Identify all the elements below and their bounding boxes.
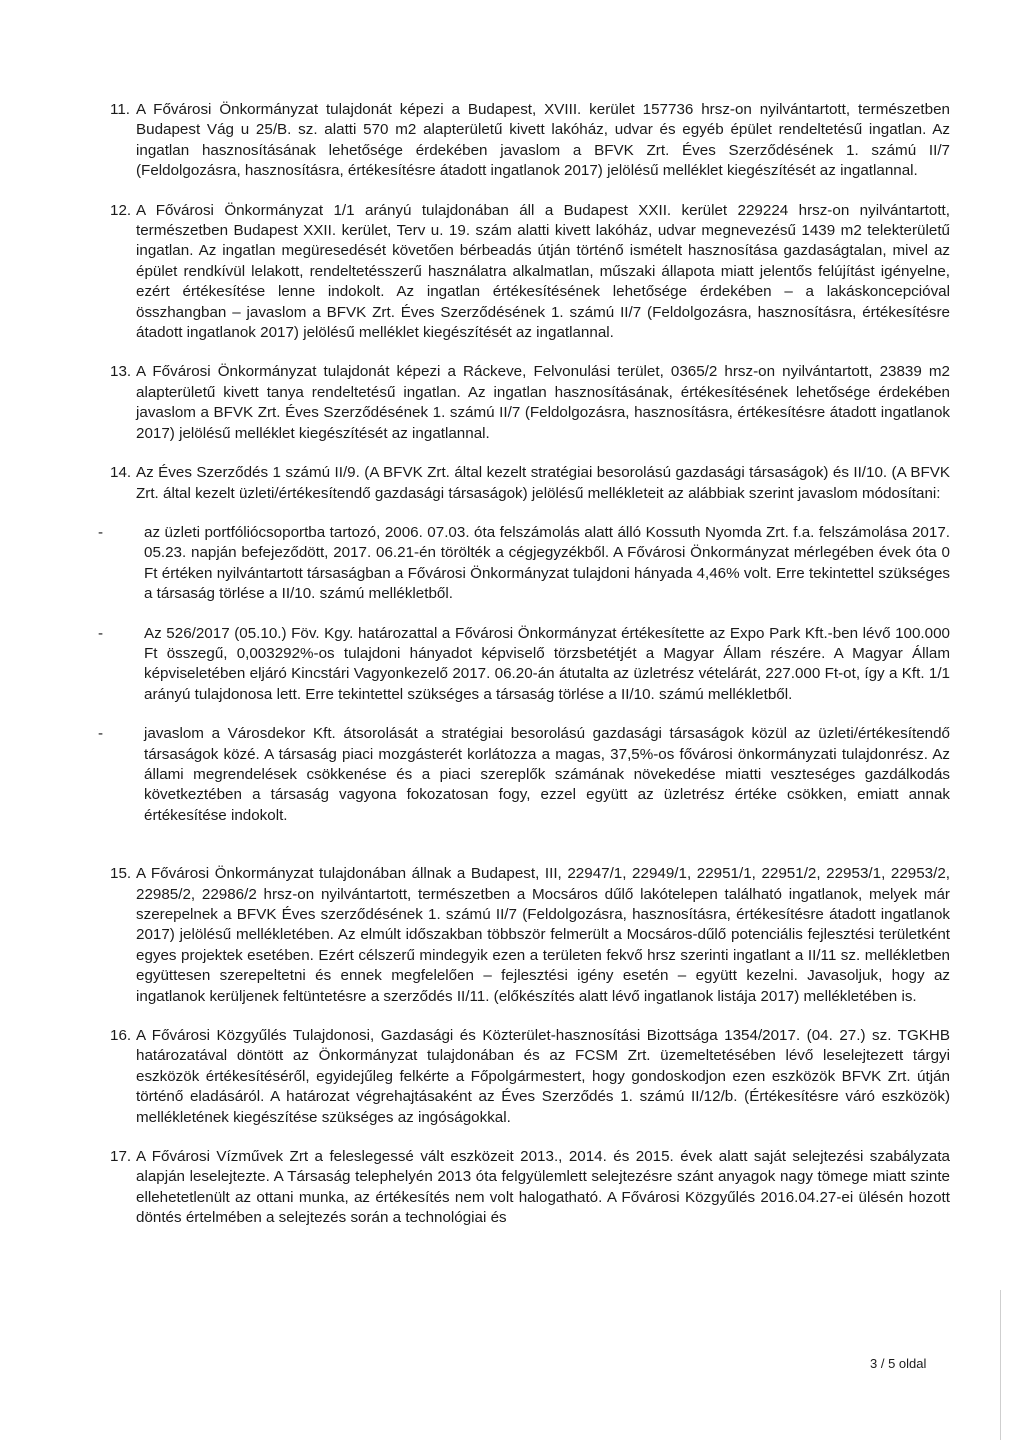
paragraph-number: 13. xyxy=(110,363,132,381)
paragraph-16 xyxy=(110,1026,950,1128)
paragraph-text: A Fővárosi Önkormányzat tulajdonában állnak a Budapest, III, 22947/1, 22949/1, 22951/1, 22951/2, 22953/1, 22953/2, 22985/2, 22986/2 hrsz-on nyilvántartott, természetben a Mocsáros dűlő lakótelepen található ingatlanok, melyek már szerepelnek a BFVK Éves szerződésének 1. számú II/7 (Feldolgozásra, hasznosításra, értékesítésre átadott ingatlanok 2017) jelölésű mellékletében. Az elmúlt időszakban többször felmerült a Mocsáros-dűlő potenciális fejlesztési területként egyes projektek esetében. Ezért célszerű mindegyik ezen a területen fekvő hrsz szerinti ingatlant a II/11 sz. mellékletben együttesen szerepeltetni és ennek megfelelően – fejlesztési igény esetén – együtt kezelni. Javasoljuk, hogy az ingatlanok kerüljenek feltüntetésre a szerződés II/11. (előkészítés alatt lévő ingatlanok listája 2017) mellékletében is. xyxy=(136,865,950,1005)
paragraph-text: A Fővárosi Önkormányzat tulajdonát képezi a Ráckeve, Felvonulási terület, 0365/2 hrsz-on nyilvántartott, 23839 m2 alapterületű kivett tanya rendeltetésű ingatlan. Az ingatlan hasznosításának, értékesítésének lehetősége érdekében javaslom a BFVK Zrt. Éves Szerződésének 1. számú II/7 (Feldolgozásra, hasznosításra, értékesítésre átadott ingatlanok 2017) jelölésű melléklet kiegészítését az ingatlannal. xyxy=(136,363,950,442)
paragraph-text: A Fővárosi Önkormányzat 1/1 arányú tulajdonában áll a Budapest XXII. kerület 229224 hrsz-on nyilvántartott, természetben Budapest XXII. kerület, Terv u. 19. szám alatti kivett lakóház, udvar megnevezésű 1439 m2 telekterületű ingatlan. Az ingatlan megüresedését követően bérbeadás útján történő ismételt hasznosítása gazdaságtalan, mivel az épület rendkívül lelakott, rendeltetésszerű használatra alkalmatlan, műszaki állapota miatt jelentős felújítást igényelne, ezért értékesítése lenne indokolt. Az ingatlan értékesítésének lehetősége érdekében – a lakáskoncepcióval összhangban – javaslom a BFVK Zrt. Éves Szerződésének 1. számú II/7 (Feldolgozásra, hasznosításra, értékesítésre átadott ingatlanok 2017) jelölésű melléklet kiegészítését az ingatlannal. xyxy=(136,201,950,342)
paragraph-number: 11. xyxy=(110,101,130,118)
bullet-dash: - xyxy=(98,725,104,743)
paragraph-14 xyxy=(110,463,950,504)
paragraph-11 xyxy=(110,100,950,182)
paragraph-15 xyxy=(110,864,950,1007)
bullet-item xyxy=(98,523,950,605)
paragraph-12 xyxy=(110,201,950,344)
document-body xyxy=(98,100,950,1229)
paragraph-text: Az Éves Szerződés 1 számú II/9. (A BFVK Zrt. által kezelt stratégiai besorolású gazdasági társaságok) és II/10. (A BFVK Zrt. által kezelt üzleti/értékesítendő gazdasági társaságok) jelölésű mellékleteit az alábbiak szerint javaslom módosítani: xyxy=(136,464,950,502)
bullet-dash: - xyxy=(98,624,104,642)
scan-edge-line xyxy=(1000,1290,1001,1440)
paragraph-number: 15. xyxy=(110,865,132,883)
page-number: 3 / 5 oldal xyxy=(870,1356,927,1371)
bullet-item xyxy=(98,624,950,706)
bullet-text: javaslom a Városdekor Kft. átsorolását a stratégiai besorolású gazdasági társaságok közül az üzleti/értékesítendő társaságok közé. A társaság piaci mozgásterét korlátozza a magas, 37,5%-os fővárosi önkormányzati tulajdonrész. Az állami megrendelések csökkenése és a piaci szereplők számának növekedése miatti veszteséges gazdálkodás következtében a társaság vagyona fokozatosan fogy, ezzel együtt az üzletrész értéke csökken, emiatt annak értékesítése indokolt. xyxy=(144,725,950,824)
paragraph-text: A Fővárosi Önkormányzat tulajdonát képezi a Budapest, XVIII. kerület 157736 hrsz-on nyilvántartott, természetben Budapest Vág u 25/B. sz. alatti 570 m2 alapterületű kivett lakóház, udvar és egyéb épület rendeltetésű ingatlan. Az ingatlan hasznosításának lehetősége érdekében javaslom a BFVK Zrt. Éves Szerződésének 1. számú II/7 (Feldolgozásra, hasznosításra, értékesítésre átadott ingatlanok 2017) jelölésű melléklet kiegészítését az ingatlannal. xyxy=(136,101,950,180)
bullet-text: az üzleti portfóliócsoportba tartozó, 2006. 07.03. óta felszámolás alatt álló Kossuth Nyomda Zrt. f.a. felszámolása 2017. 05.23. napján befejeződött, 2017. 06.21-én törölték a cégjegyzékből. A Fővárosi Önkormányzat mérlegében évek óta 0 Ft értéken nyilvántartott társaságban a Fővárosi Önkormányzat tulajdoni hányada 4,46% volt. Erre tekintettel szükséges a társaság törlése a II/10. számú mellékletből. xyxy=(144,523,950,603)
paragraph-number: 17. xyxy=(110,1148,132,1166)
paragraph-13 xyxy=(110,362,950,444)
paragraph-text: A Fővárosi Közgyűlés Tulajdonosi, Gazdasági és Közterület-hasznosítási Bizottsága 1354/2017. (04. 27.) sz. TGKHB határozatával döntött az Önkormányzat tulajdonában és az FCSM Zrt. üzemeltetésében lévő leselejtezett tárgyi eszközök értékesítéséről, egyidejűleg felkérte a Főpolgármestert, hogy gondoskodjon ezen eszközök BFVK Zrt. útján történő eladásáról. A határozat végrehajtásaként az Éves Szerződés 1. számú II/12/b. (Értékesítésre váró eszközök) mellékletének kiegészítése szükséges az ingóságokkal. xyxy=(136,1027,950,1126)
paragraph-17 xyxy=(110,1147,950,1229)
paragraph-number: 12. xyxy=(110,201,132,219)
paragraph-number: 14. xyxy=(110,464,132,482)
bullet-item xyxy=(98,724,950,826)
paragraph-number: 16. xyxy=(110,1027,132,1045)
paragraph-text: A Fővárosi Vízművek Zrt a feleslegessé vált eszközeit 2013., 2014. és 2015. évek alatt saját selejtezési szabályzata alapján leselejtezte. A Társaság telephelyén 2013 óta felgyülemlett selejtezésre szánt anyagok nagy tömege miatt szinte ellehetetlenült az ottani munka, az értékesítés nem volt halogatható. A Fővárosi Közgyűlés 2016.04.27-ei ülésén hozott döntés értelmében a selejtezés során a technológiai és xyxy=(136,1148,950,1227)
bullet-dash: - xyxy=(98,523,104,541)
bullet-text: Az 526/2017 (05.10.) Föv. Kgy. határozattal a Fővárosi Önkormányzat értékesítette az Expo Park Kft.-ben lévő 100.000 Ft összegű, 0,003292%-os tulajdoni hányadot képviselő törzsbetétjét a Magyar Állam részére. A Magyar Állam képviseletében eljáró Kincstári Vagyonkezelő 2017. 06.20-án átutalta az üzletrész vételárát, 227.000 Ft-ot, így a Kft. 1/1 arányú tulajdonosa lett. Erre tekintettel szükséges a társaság törlése a II/10. számú mellékletből. xyxy=(144,624,950,703)
